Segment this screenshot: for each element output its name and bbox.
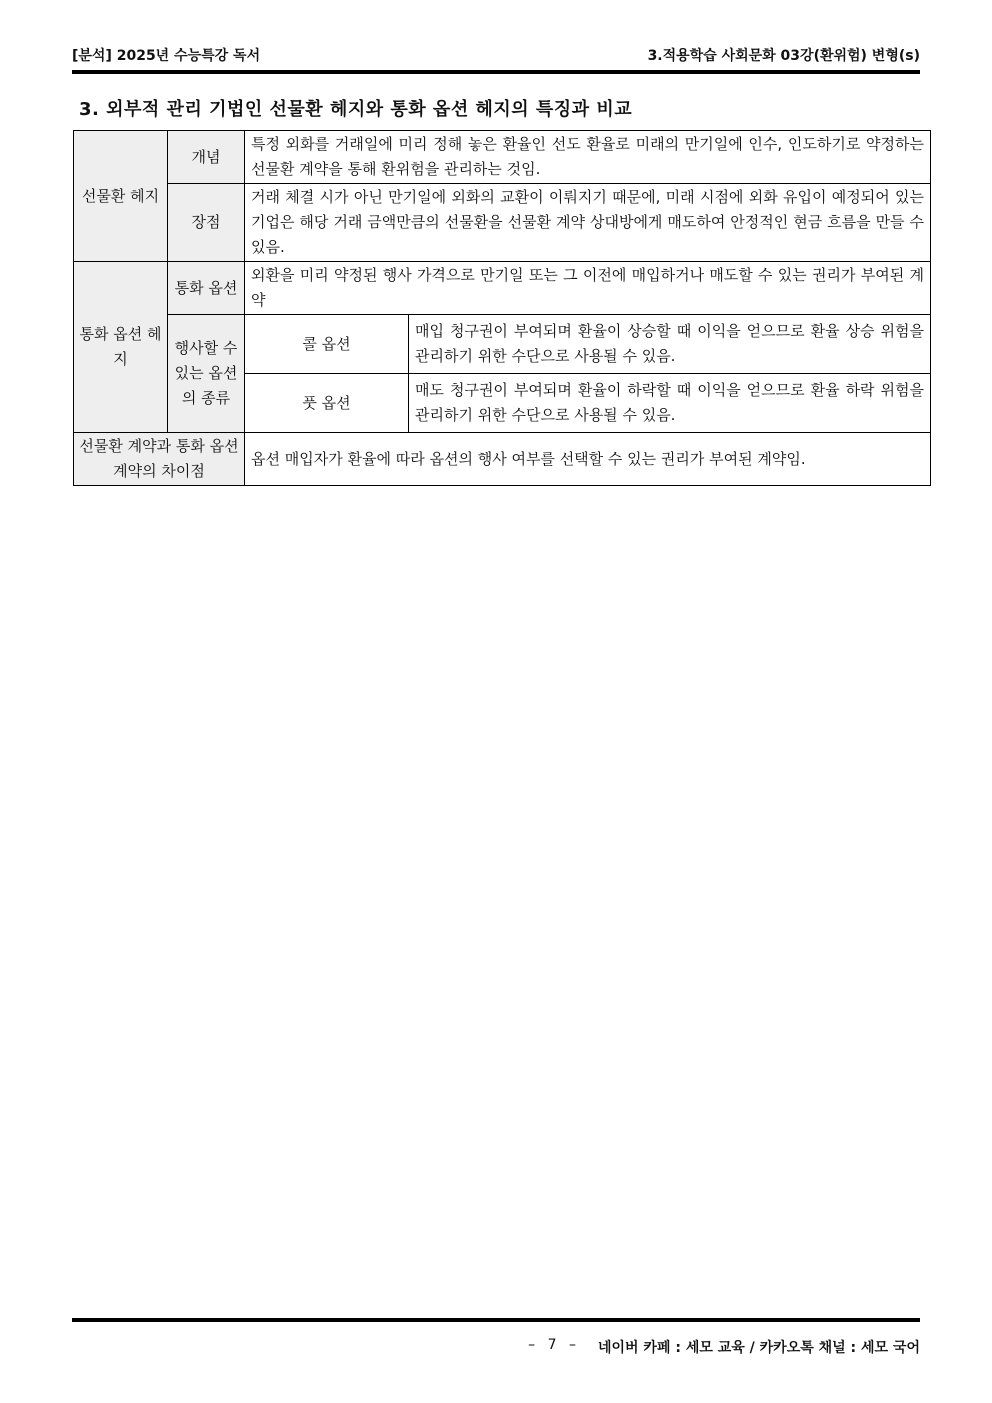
concept-label: 개념 [168, 131, 245, 184]
comparison-table [73, 130, 931, 486]
table-row [74, 262, 931, 315]
difference-text: 옵션 매입자가 환율에 따라 옵션의 행사 여부를 선택할 수 있는 권리가 부여된 계약임. [245, 433, 931, 486]
difference-label: 선물환 계약과 통화 옵션 계약의 차이점 [74, 433, 245, 486]
table-row [74, 184, 931, 262]
option-hedge-label: 통화 옵션 헤지 [74, 262, 168, 433]
table-row [74, 433, 931, 486]
page-footer [528, 1337, 920, 1357]
call-option-label: 콜 옵션 [245, 315, 409, 374]
footer-rule [72, 1318, 920, 1322]
call-option-text: 매입 청구권이 부여되며 환율이 상승할 때 이익을 얻으므로 환율 상승 위험을 관리하기 위한 수단으로 사용될 수 있음. [409, 315, 931, 374]
option-types-label: 행사할 수 있는 옵션의 종류 [168, 315, 245, 433]
currency-option-text: 외환을 미리 약정된 행사 가격으로 만기일 또는 그 이전에 매입하거나 매도할 수 있는 권리가 부여된 계약 [245, 262, 931, 315]
page-header [72, 44, 920, 66]
header-rule [72, 70, 920, 74]
put-option-text: 매도 청구권이 부여되며 환율이 하락할 때 이익을 얻으므로 환율 하락 위험을 관리하기 위한 수단으로 사용될 수 있음. [409, 374, 931, 433]
put-option-label: 풋 옵션 [245, 374, 409, 433]
advantage-label: 장점 [168, 184, 245, 262]
header-left: [분석] 2025년 수능특강 독서 [72, 48, 261, 64]
page-number: – 7 – [528, 1337, 580, 1353]
table-row [74, 315, 931, 374]
section-title: 3. 외부적 관리 기법인 선물환 헤지와 통화 옵션 헤지의 특징과 비교 [79, 99, 633, 120]
forward-hedge-label: 선물환 헤지 [74, 131, 168, 262]
advantage-text: 거래 체결 시가 아닌 만기일에 외화의 교환이 이뤄지기 때문에, 미래 시점에 외화 유입이 예정되어 있는 기업은 해당 거래 금액만큼의 선물환을 선물환 계약 상대방에게 매도하여 안정적인 현금 흐름을 만들 수 있음. [245, 184, 931, 262]
header-right: 3.적용학습 사회문화 03강(환위험) 변형(s) [647, 48, 920, 64]
currency-option-label: 통화 옵션 [168, 262, 245, 315]
footer-text: 네이버 카페 : 세모 교육 / 카카오톡 채널 : 세모 국어 [597, 1340, 920, 1356]
table-row [74, 131, 931, 184]
concept-text: 특정 외화를 거래일에 미리 정해 놓은 환율인 선도 환율로 미래의 만기일에 인수, 인도하기로 약정하는 선물환 계약을 통해 환위험을 관리하는 것임. [245, 131, 931, 184]
